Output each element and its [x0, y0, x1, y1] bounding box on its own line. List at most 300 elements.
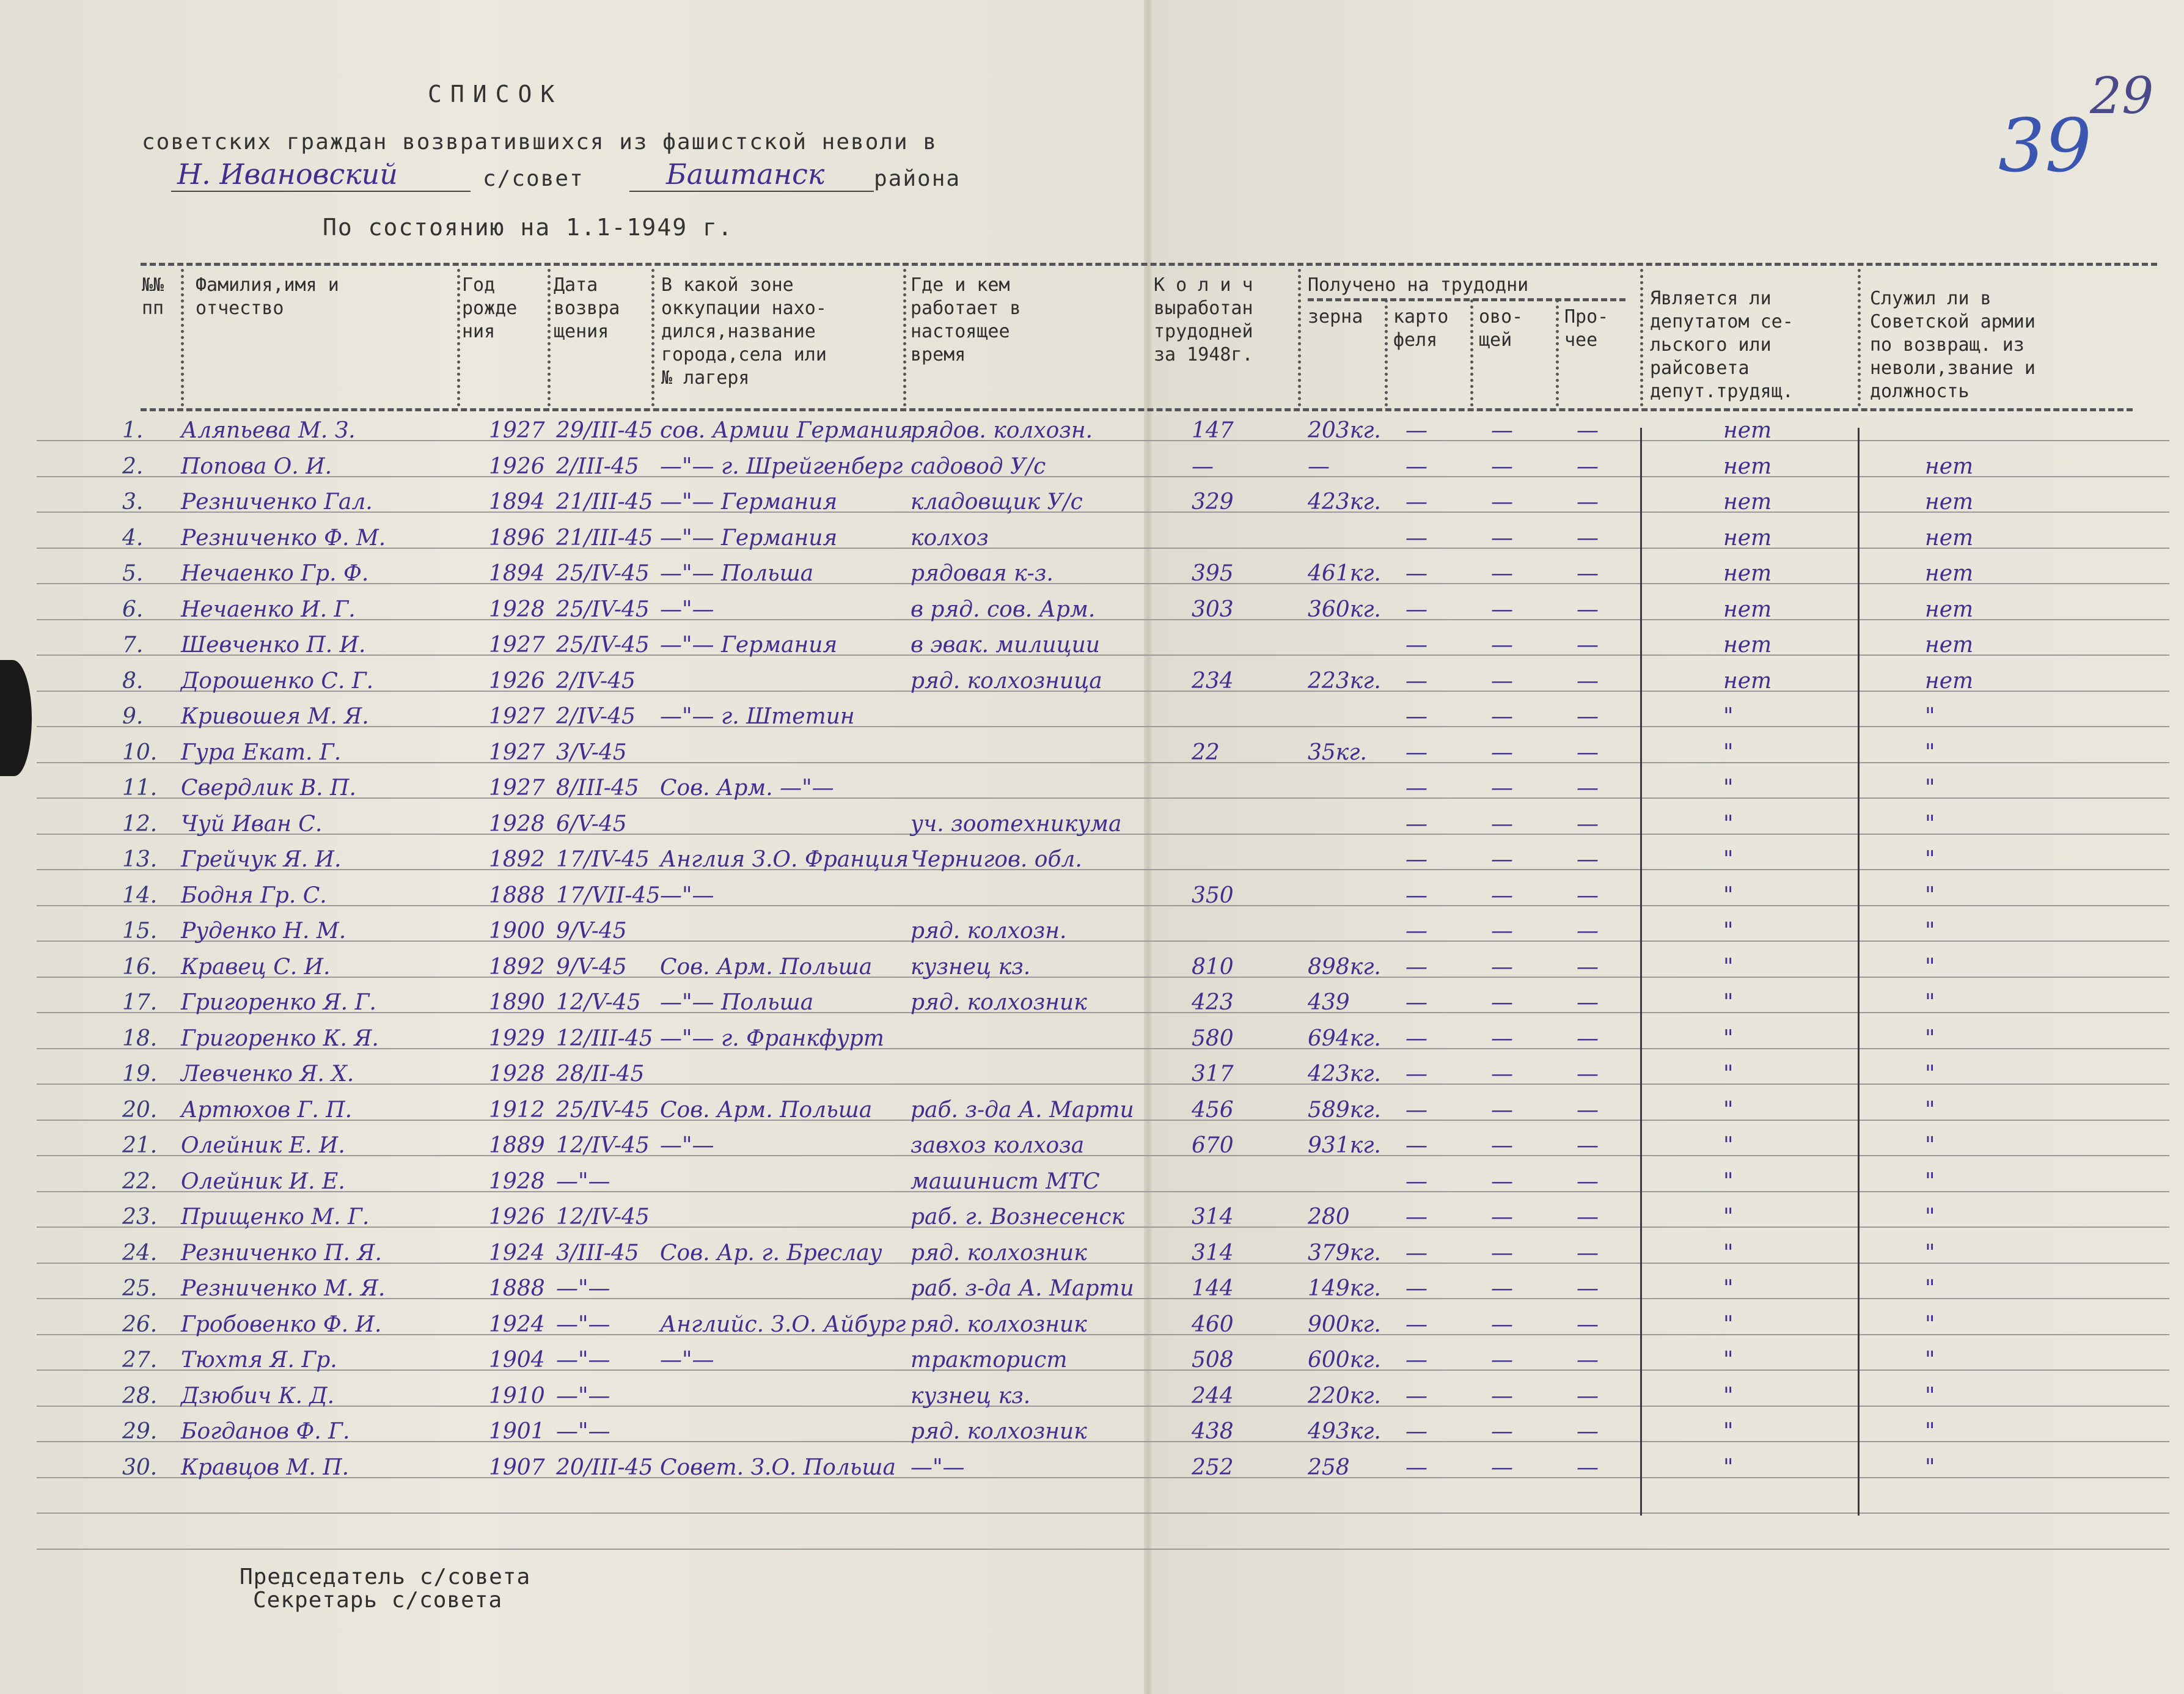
- row-birth-year: 1927: [489, 776, 545, 801]
- row-grain: 900кг.: [1308, 1312, 1381, 1337]
- row-deputy: ": [1723, 1062, 1734, 1087]
- header-bottom-dash: [141, 408, 2133, 411]
- row-work: в ряд. сов. Арм.: [911, 597, 1096, 622]
- row-potato: —: [1405, 1026, 1427, 1051]
- row-veg: —: [1491, 1348, 1513, 1373]
- row-grain: 589кг.: [1308, 1098, 1381, 1123]
- row-army: ": [1925, 1169, 1935, 1194]
- header-sep: [651, 269, 654, 406]
- row-number: 1.: [122, 418, 144, 443]
- row-number: 21.: [122, 1133, 158, 1158]
- row-name: Прищенко М. Г.: [181, 1204, 370, 1230]
- row-name: Резниченко М. Я.: [181, 1276, 386, 1301]
- ruled-line: [37, 1549, 2169, 1550]
- column-rule: [1640, 428, 1642, 1516]
- row-work: рядовая к-з.: [911, 561, 1054, 586]
- row-potato: —: [1405, 1312, 1427, 1337]
- row-work: ряд. колхозница: [911, 669, 1102, 694]
- row-work: раб. з-да А. Марти: [911, 1098, 1134, 1123]
- row-return-date: 20/III-45: [556, 1455, 653, 1480]
- row-potato: —: [1405, 1384, 1427, 1409]
- row-deputy: нет: [1723, 526, 1772, 551]
- row-return-date: 3/V-45: [556, 740, 627, 765]
- row-return-date: 2/IV-45: [556, 669, 636, 694]
- row-other: —: [1577, 1241, 1599, 1266]
- row-deputy: ": [1723, 704, 1734, 729]
- row-birth-year: 1892: [489, 955, 545, 980]
- row-birth-year: 1888: [489, 1276, 545, 1301]
- row-number: 24.: [122, 1241, 158, 1266]
- row-return-date: 9/V-45: [556, 919, 627, 944]
- row-name: Руденко Н. М.: [181, 919, 346, 944]
- row-army: нет: [1925, 526, 1974, 551]
- row-birth-year: 1927: [489, 418, 545, 443]
- row-work: завхоз колхоза: [911, 1133, 1085, 1158]
- row-deputy: ": [1723, 1419, 1734, 1444]
- row-deputy: ": [1723, 1169, 1734, 1194]
- row-potato: —: [1405, 1276, 1427, 1301]
- col-header-veg: ово- щей: [1479, 306, 1523, 351]
- row-zone: Сов. Арм. Польша: [660, 1098, 873, 1123]
- row-army: ": [1925, 776, 1935, 801]
- row-other: —: [1577, 1455, 1599, 1480]
- row-return-date: 12/IV-45: [556, 1204, 650, 1230]
- row-number: 11.: [122, 776, 158, 801]
- row-grain: 423кг.: [1308, 1062, 1381, 1087]
- row-other: —: [1577, 1026, 1599, 1051]
- row-birth-year: 1926: [489, 669, 545, 694]
- row-other: —: [1577, 418, 1599, 443]
- row-zone: —"— г. Шрейгенберг: [660, 454, 903, 479]
- row-number: 29.: [122, 1419, 158, 1444]
- row-other: —: [1577, 776, 1599, 801]
- page-number-pencil: 29: [2090, 67, 2154, 125]
- row-deputy: ": [1723, 1312, 1734, 1337]
- row-other: —: [1577, 1169, 1599, 1194]
- ruled-line: [37, 977, 2169, 978]
- row-return-date: 17/IV-45: [556, 847, 650, 872]
- row-return-date: 12/V-45: [556, 990, 641, 1015]
- row-veg: —: [1491, 1419, 1513, 1444]
- row-deputy: ": [1723, 1241, 1734, 1266]
- row-workdays: 810: [1192, 955, 1234, 980]
- row-zone: —"— Германия: [660, 526, 838, 551]
- row-deputy: ": [1723, 847, 1734, 872]
- paper-fold: [1144, 0, 1152, 1694]
- row-work: кладовщик У/с: [911, 490, 1083, 515]
- row-number: 19.: [122, 1062, 158, 1087]
- chairman-signature-line: Председатель с/совета: [240, 1564, 531, 1590]
- row-zone: —"—: [660, 597, 714, 622]
- row-deputy: ": [1723, 776, 1734, 801]
- header-sep: [181, 269, 184, 406]
- row-potato: —: [1405, 704, 1427, 729]
- row-birth-year: 1888: [489, 883, 545, 908]
- row-zone: Англия З.О. Франция: [660, 847, 909, 872]
- ruled-line: [37, 619, 2169, 620]
- row-workdays: 234: [1192, 669, 1234, 694]
- village-underline: [171, 191, 471, 192]
- header-sep: [1858, 269, 1861, 406]
- row-army: ": [1925, 740, 1935, 765]
- col-header-birth-year: Год рожде ния: [462, 274, 518, 342]
- row-name: Тюхтя Я. Гр.: [181, 1348, 337, 1373]
- row-other: —: [1577, 990, 1599, 1015]
- row-number: 14.: [122, 883, 158, 908]
- row-workdays: 329: [1192, 490, 1234, 515]
- row-veg: —: [1491, 776, 1513, 801]
- row-birth-year: 1890: [489, 990, 545, 1015]
- row-zone: —"— г. Франкфурт: [660, 1026, 884, 1051]
- row-grain: 280: [1308, 1204, 1350, 1230]
- row-workdays: 438: [1192, 1419, 1234, 1444]
- row-number: 30.: [122, 1455, 158, 1480]
- row-birth-year: 1889: [489, 1133, 545, 1158]
- row-other: —: [1577, 1348, 1599, 1373]
- row-army: ": [1925, 1133, 1935, 1158]
- row-workdays: 350: [1192, 883, 1234, 908]
- row-work: садовод У/с: [911, 454, 1046, 479]
- row-name: Левченко Я. Х.: [181, 1062, 354, 1087]
- row-number: 23.: [122, 1204, 158, 1230]
- row-birth-year: 1892: [489, 847, 545, 872]
- row-veg: —: [1491, 526, 1513, 551]
- row-zone: —"—: [660, 1348, 714, 1373]
- row-veg: —: [1491, 812, 1513, 837]
- row-workdays: 314: [1192, 1241, 1234, 1266]
- raion-name: Баштанск: [666, 158, 825, 191]
- row-veg: —: [1491, 704, 1513, 729]
- row-deputy: нет: [1723, 490, 1772, 515]
- row-army: нет: [1925, 632, 1974, 658]
- row-birth-year: 1896: [489, 526, 545, 551]
- row-work: Чернигов. обл.: [911, 847, 1082, 872]
- row-other: —: [1577, 526, 1599, 551]
- row-army: ": [1925, 1348, 1935, 1373]
- row-army: ": [1925, 990, 1935, 1015]
- row-birth-year: 1928: [489, 812, 545, 837]
- row-work: кузнец кз.: [911, 1384, 1031, 1409]
- row-work: кузнец кз.: [911, 955, 1031, 980]
- row-veg: —: [1491, 1312, 1513, 1337]
- row-zone: —"— Польша: [660, 561, 814, 586]
- row-workdays: 244: [1192, 1384, 1234, 1409]
- row-return-date: 12/III-45: [556, 1026, 653, 1051]
- row-grain: 423кг.: [1308, 490, 1381, 515]
- row-number: 25.: [122, 1276, 158, 1301]
- row-workdays: 423: [1192, 990, 1234, 1015]
- row-potato: —: [1405, 490, 1427, 515]
- ruled-line: [37, 1513, 2169, 1514]
- header-sep: [1556, 299, 1559, 406]
- row-number: 10.: [122, 740, 158, 765]
- row-name: Нечаенко Гр. Ф.: [181, 561, 369, 586]
- row-return-date: 28/II-45: [556, 1062, 645, 1087]
- row-name: Кравец С. И.: [181, 955, 331, 980]
- row-veg: —: [1491, 1204, 1513, 1230]
- row-return-date: 6/V-45: [556, 812, 627, 837]
- row-potato: —: [1405, 883, 1427, 908]
- row-birth-year: 1927: [489, 740, 545, 765]
- row-deputy: ": [1723, 1455, 1734, 1480]
- row-number: 20.: [122, 1098, 158, 1123]
- sovet-label: с/совет: [483, 166, 584, 191]
- header-sep: [1470, 299, 1473, 406]
- row-return-date: 25/IV-45: [556, 1098, 650, 1123]
- row-potato: —: [1405, 418, 1427, 443]
- row-zone: Английс. З.О. Айбург: [660, 1312, 906, 1337]
- row-veg: —: [1491, 1384, 1513, 1409]
- row-number: 8.: [122, 669, 144, 694]
- row-potato: —: [1405, 955, 1427, 980]
- row-name: Кривошея М. Я.: [181, 704, 369, 729]
- row-birth-year: 1901: [489, 1419, 545, 1444]
- row-birth-year: 1928: [489, 1062, 545, 1087]
- row-other: —: [1577, 1276, 1599, 1301]
- col-header-grain: зерна: [1308, 306, 1363, 328]
- row-birth-year: 1926: [489, 454, 545, 479]
- row-deputy: ": [1723, 1026, 1734, 1051]
- row-potato: —: [1405, 1241, 1427, 1266]
- row-work: рядов. колхозн.: [911, 418, 1093, 443]
- row-number: 28.: [122, 1384, 158, 1409]
- col-header-num: №№ пп: [142, 274, 164, 319]
- ruled-line: [37, 798, 2169, 799]
- col-header-received: Получено на трудодни: [1308, 274, 1529, 296]
- document-title: СПИСОК: [428, 81, 563, 108]
- row-potato: —: [1405, 847, 1427, 872]
- row-name: Гробовенко Ф. И.: [181, 1312, 382, 1337]
- page-number-stamp: 39: [1998, 104, 2092, 189]
- row-work: машинист МТС: [911, 1169, 1100, 1194]
- row-name: Богданов Ф. Г.: [181, 1419, 350, 1444]
- ruled-line: [37, 762, 2169, 763]
- row-birth-year: 1924: [489, 1312, 545, 1337]
- row-army: ": [1925, 1419, 1935, 1444]
- row-birth-year: 1904: [489, 1348, 545, 1373]
- row-potato: —: [1405, 740, 1427, 765]
- row-grain: 203кг.: [1308, 418, 1381, 443]
- row-name: Григоренко Я. Г.: [181, 990, 376, 1015]
- row-army: ": [1925, 1276, 1935, 1301]
- row-deputy: ": [1723, 1384, 1734, 1409]
- row-return-date: 9/V-45: [556, 955, 627, 980]
- row-return-date: 25/IV-45: [556, 561, 650, 586]
- row-army: ": [1925, 1026, 1935, 1051]
- row-name: Дорошенко С. Г.: [181, 669, 374, 694]
- row-other: —: [1577, 847, 1599, 872]
- row-grain: 493кг.: [1308, 1419, 1381, 1444]
- row-other: —: [1577, 919, 1599, 944]
- row-veg: —: [1491, 1098, 1513, 1123]
- row-other: —: [1577, 1098, 1599, 1123]
- row-veg: —: [1491, 1169, 1513, 1194]
- row-return-date: 21/III-45: [556, 526, 653, 551]
- row-army: ": [1925, 1241, 1935, 1266]
- row-other: —: [1577, 597, 1599, 622]
- row-potato: —: [1405, 1419, 1427, 1444]
- row-grain: —: [1308, 454, 1330, 479]
- row-veg: —: [1491, 955, 1513, 980]
- row-veg: —: [1491, 740, 1513, 765]
- row-deputy: нет: [1723, 632, 1772, 658]
- header-sep: [548, 269, 551, 406]
- row-return-date: —"—: [556, 1348, 610, 1373]
- col-header-workdays: К о л и ч выработан трудодней за 1948г.: [1154, 274, 1253, 365]
- row-army: ": [1925, 812, 1935, 837]
- row-zone: Сов. Арм. —"—: [660, 776, 834, 801]
- row-other: —: [1577, 1419, 1599, 1444]
- row-birth-year: 1924: [489, 1241, 545, 1266]
- row-workdays: —: [1192, 454, 1214, 479]
- row-zone: Сов. Арм. Польша: [660, 955, 873, 980]
- ruled-line: [37, 1155, 2169, 1156]
- row-name: Бодня Гр. С.: [181, 883, 327, 908]
- row-number: 6.: [122, 597, 144, 622]
- row-deputy: ": [1723, 1133, 1734, 1158]
- row-return-date: —"—: [556, 1419, 610, 1444]
- row-return-date: 25/IV-45: [556, 632, 650, 658]
- ruled-line: [37, 905, 2169, 906]
- row-birth-year: 1894: [489, 490, 545, 515]
- row-grain: 360кг.: [1308, 597, 1381, 622]
- row-birth-year: 1928: [489, 597, 545, 622]
- row-name: Резниченко П. Я.: [181, 1241, 382, 1266]
- row-birth-year: 1926: [489, 1204, 545, 1230]
- row-work: колхоз: [911, 526, 989, 551]
- row-grain: 35кг.: [1308, 740, 1367, 765]
- row-deputy: ": [1723, 1348, 1734, 1373]
- row-workdays: 314: [1192, 1204, 1234, 1230]
- row-birth-year: 1907: [489, 1455, 545, 1480]
- row-potato: —: [1405, 526, 1427, 551]
- row-zone: Совет. З.О. Польша: [660, 1455, 896, 1480]
- row-return-date: —"—: [556, 1276, 610, 1301]
- row-number: 3.: [122, 490, 144, 515]
- header-top-dash: [141, 263, 2157, 266]
- row-other: —: [1577, 561, 1599, 586]
- row-work: ряд. колхозник: [911, 1419, 1087, 1444]
- row-work: уч. зоотехникума: [911, 812, 1122, 837]
- row-name: Дзюбич К. Д.: [181, 1384, 335, 1409]
- row-other: —: [1577, 490, 1599, 515]
- row-army: ": [1925, 1455, 1935, 1480]
- row-deputy: ": [1723, 919, 1734, 944]
- row-number: 12.: [122, 812, 158, 837]
- row-army: нет: [1925, 597, 1974, 622]
- row-veg: —: [1491, 883, 1513, 908]
- row-work: тракторист: [911, 1348, 1068, 1373]
- row-potato: —: [1405, 776, 1427, 801]
- row-name: Кравцов М. П.: [181, 1455, 350, 1480]
- row-grain: 461кг.: [1308, 561, 1381, 586]
- ruled-line: [37, 440, 2169, 441]
- header-sep: [1298, 269, 1301, 406]
- col-header-other: Про- чее: [1564, 306, 1609, 351]
- row-potato: —: [1405, 669, 1427, 694]
- row-return-date: —"—: [556, 1312, 610, 1337]
- row-potato: —: [1405, 919, 1427, 944]
- row-workdays: 303: [1192, 597, 1234, 622]
- row-workdays: 147: [1192, 418, 1234, 443]
- row-grain: 694кг.: [1308, 1026, 1381, 1051]
- row-veg: —: [1491, 669, 1513, 694]
- row-potato: —: [1405, 1204, 1427, 1230]
- secretary-signature-line: Секретарь с/совета: [253, 1588, 503, 1613]
- row-potato: —: [1405, 1133, 1427, 1158]
- row-workdays: 460: [1192, 1312, 1234, 1337]
- row-deputy: ": [1723, 740, 1734, 765]
- row-veg: —: [1491, 490, 1513, 515]
- ruled-line: [37, 1406, 2169, 1407]
- row-army: ": [1925, 919, 1935, 944]
- col-header-name: Фамилия,имя и отчество: [196, 274, 339, 319]
- row-veg: —: [1491, 1133, 1513, 1158]
- row-name: Нечаенко И. Г.: [181, 597, 356, 622]
- header-sep: [457, 269, 460, 406]
- row-army: ": [1925, 1312, 1935, 1337]
- row-work: раб. г. Вознесенск: [911, 1204, 1125, 1230]
- row-grain: 439: [1308, 990, 1350, 1015]
- ruled-line: [37, 1477, 2169, 1478]
- row-work: ряд. колхозн.: [911, 919, 1067, 944]
- row-name: Чуй Иван С.: [181, 812, 323, 837]
- row-army: нет: [1925, 490, 1974, 515]
- header-sep: [1640, 269, 1643, 406]
- row-zone: —"— Германия: [660, 490, 838, 515]
- row-grain: 931кг.: [1308, 1133, 1381, 1158]
- row-other: —: [1577, 812, 1599, 837]
- row-veg: —: [1491, 1241, 1513, 1266]
- header-sep: [903, 269, 906, 406]
- row-grain: 149кг.: [1308, 1276, 1381, 1301]
- row-veg: —: [1491, 1455, 1513, 1480]
- row-number: 18.: [122, 1026, 158, 1051]
- row-name: Гура Екат. Г.: [181, 740, 342, 765]
- row-name: Свердлик В. П.: [181, 776, 356, 801]
- row-deputy: нет: [1723, 561, 1772, 586]
- row-zone: сов. Армии Германия: [660, 418, 913, 443]
- row-workdays: 22: [1192, 740, 1220, 765]
- row-name: Григоренко К. Я.: [181, 1026, 379, 1051]
- row-workdays: 317: [1192, 1062, 1234, 1087]
- village-name: Н. Ивановский: [177, 158, 398, 191]
- row-birth-year: 1900: [489, 919, 545, 944]
- row-workdays: 252: [1192, 1455, 1234, 1480]
- row-return-date: 29/III-45: [556, 418, 653, 443]
- row-name: Попова О. И.: [181, 454, 332, 479]
- row-other: —: [1577, 883, 1599, 908]
- row-veg: —: [1491, 1026, 1513, 1051]
- row-veg: —: [1491, 1062, 1513, 1087]
- paper-right-sheet: [1149, 0, 2184, 1694]
- row-army: ": [1925, 883, 1935, 908]
- ruled-line: [37, 941, 2169, 942]
- row-name: Резниченко Гал.: [181, 490, 373, 515]
- row-number: 5.: [122, 561, 144, 586]
- row-return-date: —"—: [556, 1384, 610, 1409]
- row-name: Шевченко П. И.: [181, 632, 366, 658]
- row-veg: —: [1491, 454, 1513, 479]
- row-birth-year: 1894: [489, 561, 545, 586]
- row-grain: 223кг.: [1308, 669, 1381, 694]
- row-number: 7.: [122, 632, 144, 658]
- row-workdays: 670: [1192, 1133, 1234, 1158]
- row-deputy: ": [1723, 1098, 1734, 1123]
- row-potato: —: [1405, 561, 1427, 586]
- row-army: нет: [1925, 454, 1974, 479]
- row-potato: —: [1405, 812, 1427, 837]
